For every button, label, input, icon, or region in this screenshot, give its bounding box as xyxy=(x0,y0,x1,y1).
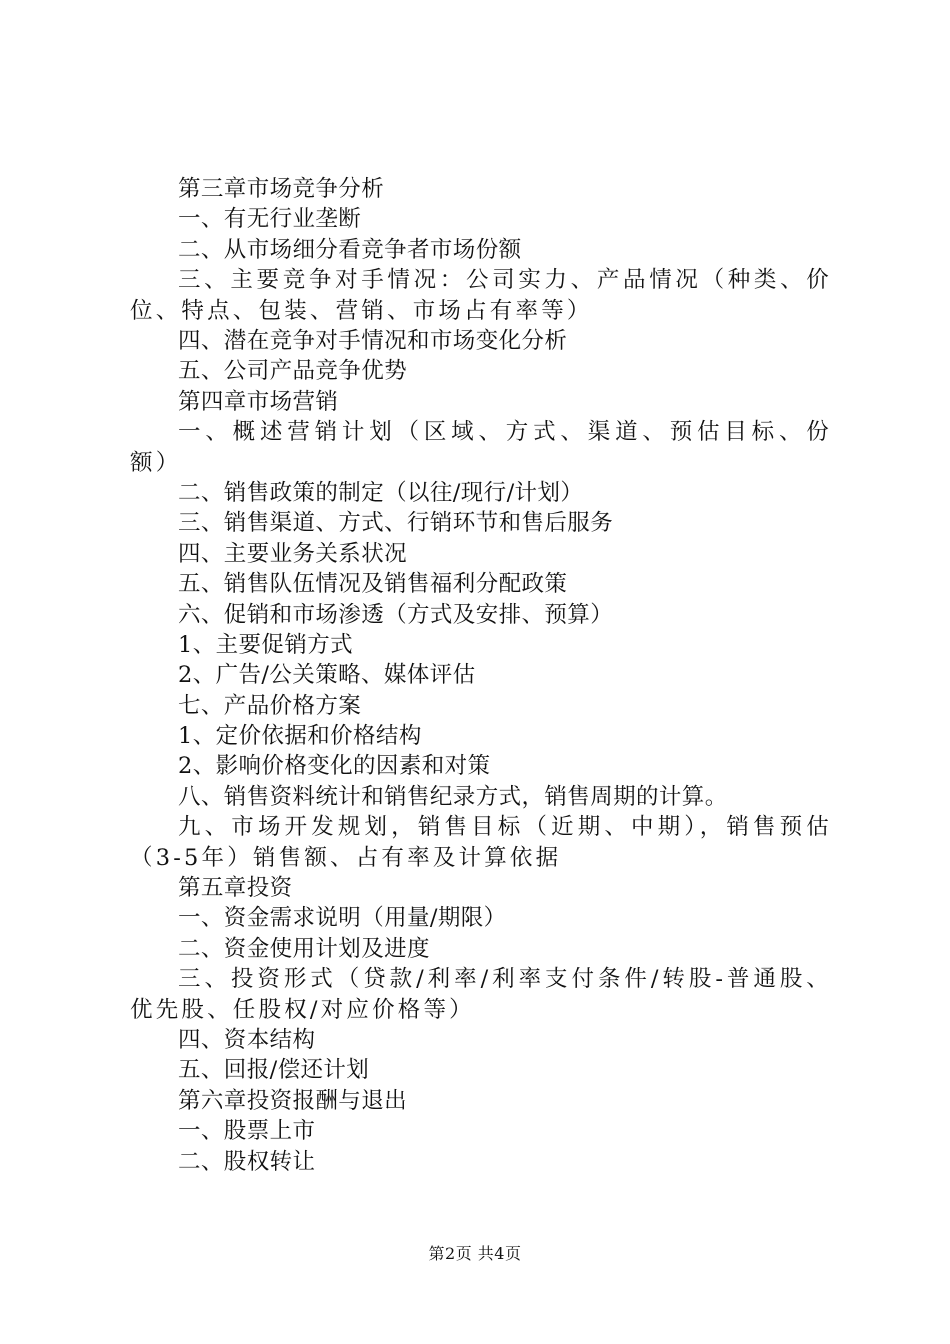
document-line: 二、资金使用计划及进度 xyxy=(178,935,430,962)
document-line: 八、销售资料统计和销售纪录方式，销售周期的计算。 xyxy=(178,783,728,810)
document-line: 2、广告/公关策略、媒体评估 xyxy=(178,662,476,689)
document-body xyxy=(130,174,832,1177)
document-line: 七、产品价格方案 xyxy=(178,692,362,719)
document-line: 五、公司产品竞争优势 xyxy=(178,358,408,385)
document-line: 一、资金需求说明（用量/期限） xyxy=(178,905,507,932)
page-number-footer: 第2页 共4页 xyxy=(428,1244,522,1263)
document-line: 二、销售政策的制定（以往/现行/计划） xyxy=(178,479,584,506)
document-line: 第四章市场营销 xyxy=(178,388,339,415)
document-line: 三、投资形式（贷款/利率/利率支付条件/转股-普通股、优先股、任股权/对应价格等） xyxy=(130,966,832,1023)
document-line: 一、有无行业垄断 xyxy=(178,206,362,233)
document-line: 三、销售渠道、方式、行销环节和售后服务 xyxy=(178,510,614,537)
document-line: 第三章市场竞争分析 xyxy=(178,176,385,202)
document-line: 1、定价依据和价格结构 xyxy=(178,723,422,750)
document-line: 二、从市场细分看竞争者市场份额 xyxy=(178,236,522,263)
document-line: 三、主要竞争对手情况：公司实力、产品情况（种类、价位、特点、包装、营销、市场占有率等） xyxy=(130,267,832,324)
document-line: 四、潜在竞争对手情况和市场变化分析 xyxy=(178,327,568,354)
document-line: 第五章投资 xyxy=(178,875,293,902)
document-line: 四、资本结构 xyxy=(178,1027,316,1054)
document-line: 二、股权转让 xyxy=(178,1148,316,1175)
document-line: 1、主要促销方式 xyxy=(178,631,354,658)
document-line: 九、市场开发规划，销售目标（近期、中期），销售预估（3-5年）销售额、占有率及计算依据 xyxy=(130,814,832,871)
document-line: 一、股票上市 xyxy=(178,1118,316,1145)
document-line: 一、概述营销计划（区域、方式、渠道、预估目标、份额） xyxy=(130,419,832,476)
document-line: 第六章投资报酬与退出 xyxy=(178,1087,408,1114)
document-line: 五、销售队伍情况及销售福利分配政策 xyxy=(178,571,568,598)
document-line: 2、影响价格变化的因素和对策 xyxy=(178,753,491,780)
document-line: 六、促销和市场渗透（方式及安排、预算） xyxy=(178,601,614,628)
document-line: 五、回报/偿还计划 xyxy=(178,1057,370,1084)
document-line: 四、主要业务关系状况 xyxy=(178,540,408,567)
